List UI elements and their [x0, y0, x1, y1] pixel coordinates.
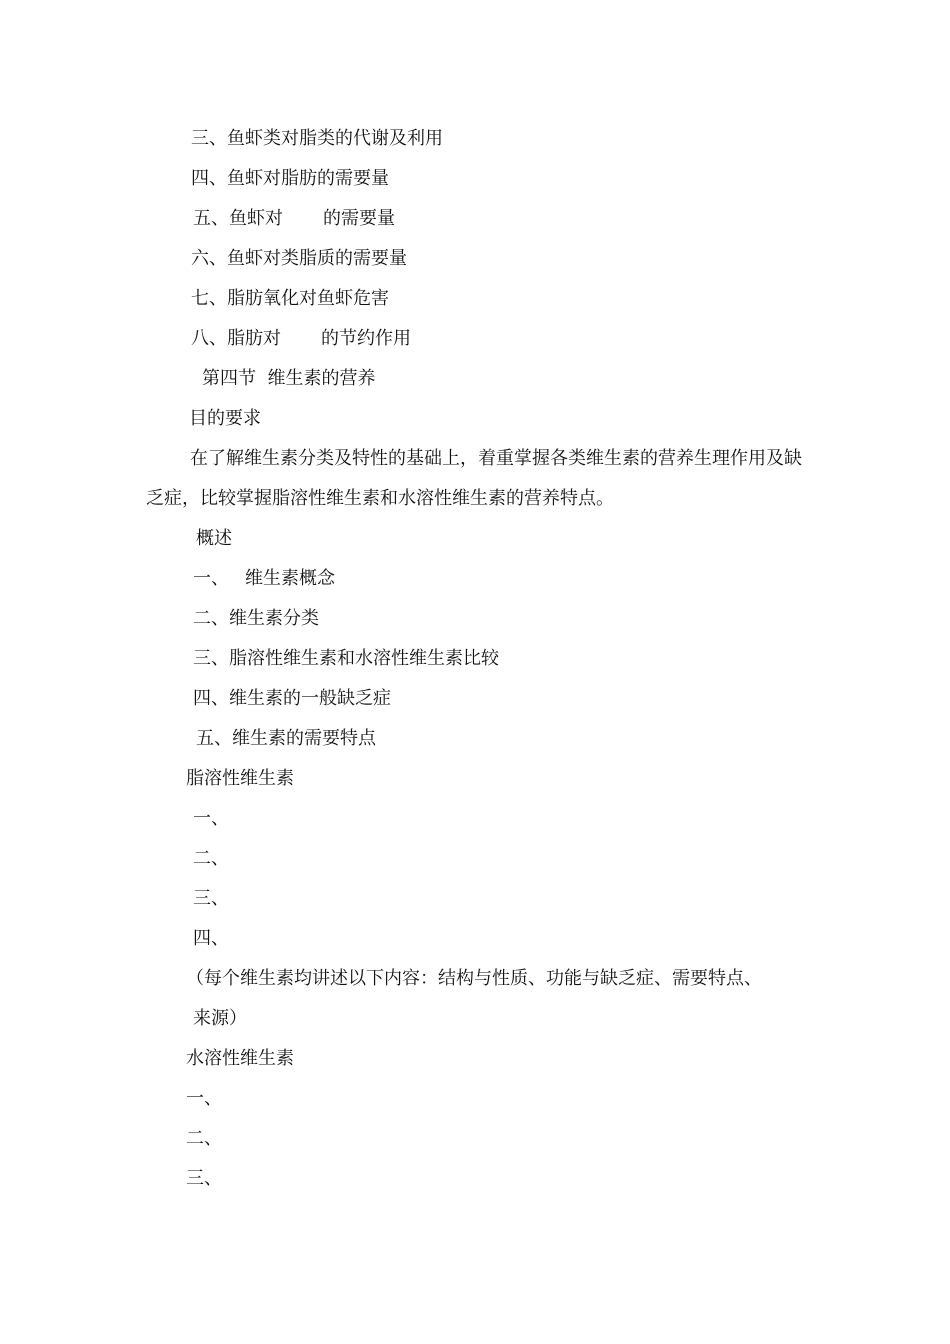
water-soluble-item-2: 二、: [186, 1128, 222, 1149]
fat-soluble-item-1: 一、: [193, 808, 229, 829]
section-title: 第四节 维生素的营养: [202, 368, 376, 389]
overview-item-3: 三、脂溶性维生素和水溶性维生素比较: [193, 648, 499, 669]
fat-item-8-prefix: 八、脂肪对: [191, 328, 281, 349]
overview-item-1: [193, 567, 335, 591]
fat-soluble-note-line-2: 来源）: [193, 1008, 247, 1029]
water-soluble-heading: 水溶性维生素: [186, 1048, 294, 1069]
overview-item-2: 二、维生素分类: [193, 608, 319, 629]
fat-item-5-prefix: 五、鱼虾对: [193, 208, 283, 229]
fat-item-8: [191, 327, 411, 351]
fat-item-8-suffix: 的节约作用: [321, 328, 411, 349]
fat-item-4: 四、鱼虾对脂肪的需要量: [191, 168, 389, 189]
fat-item-3: 三、鱼虾类对脂类的代谢及利用: [191, 128, 443, 149]
fat-soluble-item-2: 二、: [193, 848, 229, 869]
overview-item-5: 五、维生素的需要特点: [196, 728, 376, 749]
overview-heading: 概述: [196, 528, 232, 549]
fat-item-5: [193, 207, 395, 231]
fat-soluble-item-4: 四、: [193, 928, 229, 949]
overview-item-1-text: 维生素概念: [245, 568, 335, 589]
fat-item-6: 六、鱼虾对类脂质的需要量: [191, 248, 407, 269]
objectives-heading: 目的要求: [189, 408, 261, 429]
overview-item-1-number: 一、: [193, 568, 229, 589]
fat-soluble-note-line-1: （每个维生素均讲述以下内容：结构与性质、功能与缺乏症、需要特点、: [186, 968, 762, 989]
water-soluble-item-1: 一、: [186, 1088, 222, 1109]
objectives-text: 在了解维生素分类及特性的基础上，着重掌握各类维生素的营养生理作用及缺乏症，比较掌握脂溶性维生素和水溶性维生素的营养特点。: [146, 448, 802, 509]
fat-soluble-heading: 脂溶性维生素: [186, 768, 294, 789]
fat-soluble-item-3: 三、: [193, 888, 229, 909]
fat-item-5-suffix: 的需要量: [323, 208, 395, 229]
water-soluble-item-3: 三、: [186, 1168, 222, 1189]
overview-item-4: 四、维生素的一般缺乏症: [193, 688, 391, 709]
fat-item-7: 七、脂肪氧化对鱼虾危害: [191, 288, 389, 309]
